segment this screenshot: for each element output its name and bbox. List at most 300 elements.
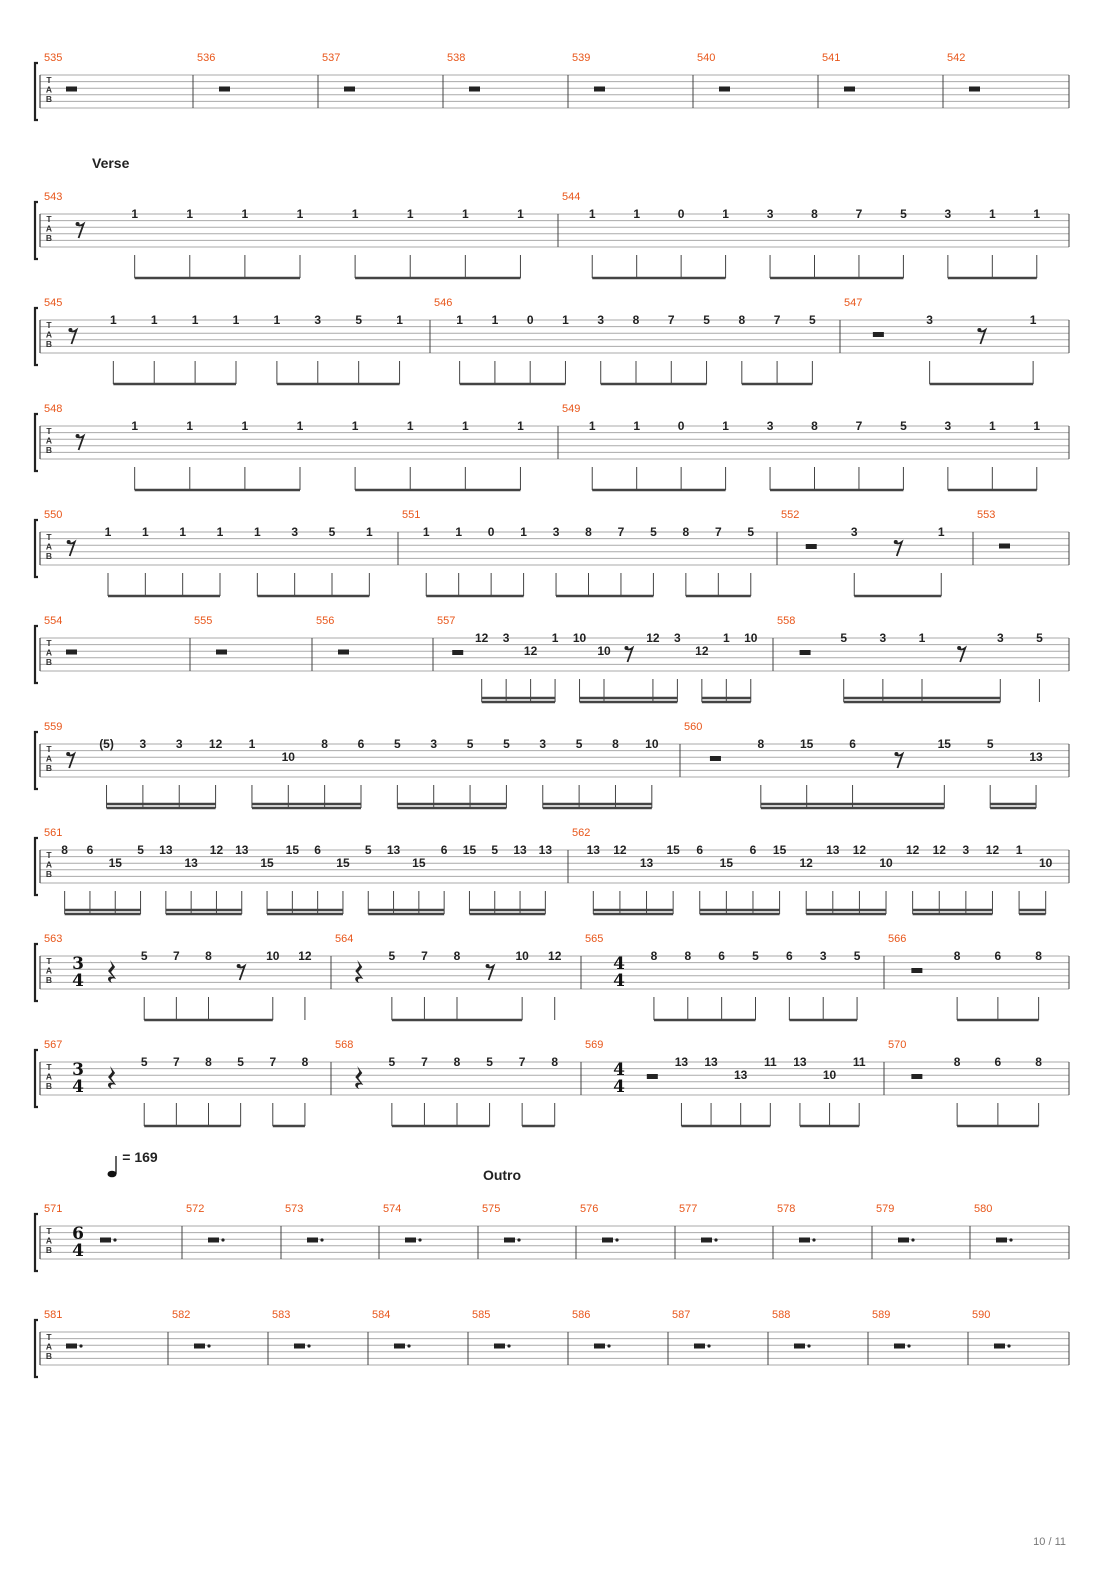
measure-number: 578 [777, 1203, 796, 1215]
rest-mark [895, 754, 902, 768]
fret-number: 15 [666, 843, 680, 857]
measure-number: 536 [197, 52, 216, 64]
measure-number: 564 [335, 933, 354, 945]
fret-number: 1 [296, 207, 304, 221]
system-bracket [35, 202, 38, 259]
fret-number: 1 [455, 525, 463, 539]
fret-number: 1 [273, 313, 281, 327]
fret-number: 10 [822, 1068, 837, 1083]
measure [562, 403, 1040, 490]
fret-number: 6 [86, 843, 94, 857]
fret-number: 8 [811, 207, 818, 221]
rest-dot [76, 434, 80, 438]
dot-mark [320, 1238, 323, 1241]
fret-number: 1 [396, 313, 403, 327]
rest-mark [894, 1344, 905, 1349]
rest-mark [969, 87, 980, 92]
measure [585, 933, 861, 1020]
tab-clef-letter: A [45, 329, 53, 340]
fret-number: 1 [406, 419, 414, 433]
fret-number: 11 [852, 1055, 866, 1069]
fret-number: 5 [394, 737, 401, 751]
fret-number: 3 [926, 313, 933, 327]
rest-mark [594, 87, 605, 92]
rest-mark [602, 1238, 613, 1243]
fret-number: 1 [241, 419, 249, 433]
rest-mark [594, 1344, 605, 1349]
fret-number: 0 [677, 207, 685, 221]
fret-number: 8 [650, 949, 658, 963]
fret-number: 3 [552, 525, 560, 539]
tab-clef-letter: A [45, 1235, 53, 1246]
measure [972, 1309, 1011, 1349]
fret-number: 1 [351, 207, 359, 221]
measure [402, 509, 754, 596]
fret-number: 1 [517, 419, 524, 433]
fret-number: 12 [298, 949, 312, 963]
fret-number: 5 [1036, 631, 1043, 645]
measure [684, 721, 1043, 808]
system-bracket [35, 63, 38, 120]
system-bracket [35, 308, 38, 365]
fret-number: 5 [752, 949, 759, 963]
fret-number: 10 [744, 631, 758, 645]
fret-number: 12 [852, 843, 867, 857]
rest-dot [76, 222, 80, 226]
fret-number: 1 [937, 525, 945, 539]
fret-number: 8 [301, 1055, 309, 1069]
fret-number: 13 [734, 1068, 748, 1083]
rest-dot [237, 964, 241, 968]
fret-number: 8 [682, 525, 690, 539]
fret-number: 3 [944, 419, 952, 433]
measure [472, 1309, 511, 1349]
rest-mark [694, 1344, 705, 1349]
fret-number: 12 [985, 843, 1000, 857]
fret-number: 5 [853, 949, 861, 963]
rest-mark [108, 960, 116, 983]
time-signature-bottom: 4 [72, 1241, 84, 1261]
tab-clef-letter: B [45, 1081, 53, 1091]
measure-number: 546 [434, 297, 453, 309]
tab-clef-letter: A [45, 1071, 53, 1082]
measure-number: 590 [972, 1309, 991, 1321]
measure [697, 52, 730, 92]
measure-number: 572 [186, 1203, 205, 1215]
tab-clef-letter: B [45, 1351, 53, 1361]
fret-number: 8 [1035, 1055, 1042, 1069]
fret-number: 1 [1029, 313, 1037, 327]
fret-number: 13 [674, 1055, 689, 1069]
measure-number: 551 [402, 509, 421, 521]
measure [272, 1309, 311, 1349]
measure [437, 615, 758, 702]
fret-number: 5 [140, 949, 148, 963]
measure [172, 1309, 211, 1349]
rest-mark [355, 1066, 363, 1089]
fret-number: 5 [328, 525, 336, 539]
measure-number: 574 [383, 1203, 402, 1215]
measure [888, 933, 1042, 1020]
fret-number: 13 [826, 843, 840, 857]
fret-number: 1 [253, 525, 261, 539]
section-label: Verse [92, 155, 130, 171]
rest-dot [67, 540, 71, 544]
fret-number: 1 [456, 313, 463, 327]
system-bracket [35, 1050, 38, 1107]
system-bracket [35, 1320, 38, 1377]
tab-clef-letter: T [46, 532, 52, 542]
measure-number: 573 [285, 1203, 304, 1215]
fret-number: 1 [1033, 419, 1041, 433]
measure-number: 567 [44, 1039, 63, 1051]
rest-mark [719, 87, 730, 92]
dot-mark [714, 1238, 717, 1241]
fret-number: 1 [1015, 843, 1023, 857]
rest-dot [957, 646, 961, 650]
measure-number: 554 [44, 615, 63, 627]
measure [482, 1203, 521, 1243]
measure-number: 553 [977, 509, 996, 521]
fret-number: 12 [695, 644, 709, 659]
tempo-marking: = 169 [122, 1149, 158, 1165]
fret-number: 1 [461, 419, 469, 433]
fret-number: 5 [355, 313, 363, 327]
rest-mark [66, 87, 77, 92]
measure [44, 1039, 309, 1126]
fret-number: 5 [703, 313, 710, 327]
tab-clef-letter: T [46, 638, 52, 648]
rest-mark [405, 1238, 416, 1243]
time-signature-top: 4 [613, 1060, 625, 1080]
dot-mark [907, 1344, 910, 1347]
fret-number: 10 [515, 949, 529, 963]
fret-number: 8 [453, 1055, 461, 1069]
measure-number: 582 [172, 1309, 191, 1321]
fret-number: 12 [209, 843, 224, 857]
fret-number: 3 [502, 631, 510, 645]
fret-number: 1 [186, 207, 194, 221]
measure-number: 562 [572, 827, 591, 839]
fret-number: 3 [291, 525, 299, 539]
fret-number: 13 [184, 856, 198, 871]
time-signature-top: 6 [72, 1224, 84, 1244]
tab-system [35, 509, 1069, 596]
fret-number: 5 [986, 737, 994, 751]
measure [186, 1203, 225, 1243]
fret-number: 3 [430, 737, 438, 751]
measure-number: 559 [44, 721, 63, 733]
fret-number: 7 [173, 949, 180, 963]
measure-number: 568 [335, 1039, 354, 1051]
fret-number: 13 [1029, 750, 1043, 765]
fret-number: 6 [357, 737, 365, 751]
rest-mark [77, 436, 84, 450]
fret-number: 7 [269, 1055, 277, 1069]
measure [772, 1309, 811, 1349]
fret-number: 8 [953, 1055, 961, 1069]
rest-mark [978, 330, 985, 344]
fret-number: 1 [722, 419, 729, 433]
measure [872, 1309, 911, 1349]
fret-number: 5 [491, 843, 499, 857]
fret-number: 1 [520, 525, 527, 539]
tab-clef-letter: T [46, 744, 52, 754]
rest-mark [394, 1344, 405, 1349]
fret-number: 7 [667, 313, 675, 327]
measure [781, 509, 945, 596]
measure-number: 547 [844, 297, 863, 309]
fret-number: 6 [314, 843, 321, 857]
fret-number: 3 [314, 313, 322, 327]
tab-clef-letter: T [46, 956, 52, 966]
fret-number: 6 [696, 843, 704, 857]
measure [974, 1203, 1013, 1243]
tab-clef-letter: A [45, 859, 53, 870]
dot-mark [507, 1344, 510, 1347]
rest-mark [504, 1238, 515, 1243]
fret-number: 1 [248, 737, 256, 751]
fret-number: 8 [205, 1055, 212, 1069]
measure [876, 1203, 915, 1243]
measure-number: 563 [44, 933, 63, 945]
measure [44, 933, 312, 1020]
measure-number: 539 [572, 52, 591, 64]
measure [572, 1309, 611, 1349]
measure [777, 1203, 816, 1243]
measure [822, 52, 855, 92]
fret-number: 15 [772, 843, 787, 857]
fret-number: 10 [572, 631, 587, 645]
measure-number: 571 [44, 1203, 63, 1215]
fret-number: 8 [811, 419, 818, 433]
rest-mark [69, 330, 76, 344]
fret-number: 13 [793, 1055, 807, 1069]
time-signature-bottom: 4 [72, 1077, 84, 1097]
system-bracket [35, 732, 38, 789]
fret-number: 5 [237, 1055, 244, 1069]
tab-clef-letter: T [46, 1332, 52, 1342]
rest-mark [238, 966, 245, 980]
fret-number: 1 [722, 631, 730, 645]
fret-number: 1 [406, 207, 414, 221]
dot-mark [79, 1344, 82, 1347]
measure-number: 540 [697, 52, 716, 64]
rest-mark [344, 87, 355, 92]
fret-number: 1 [988, 207, 996, 221]
tab-clef-letter: T [46, 1226, 52, 1236]
measure-number: 570 [888, 1039, 907, 1051]
measure-number: 537 [322, 52, 341, 64]
rest-mark [996, 1238, 1007, 1243]
measure-number: 586 [572, 1309, 591, 1321]
fret-number: 5 [650, 525, 657, 539]
measure-number: 577 [679, 1203, 698, 1215]
fret-number: 3 [996, 631, 1004, 645]
time-signature-top: 4 [613, 954, 625, 974]
system-bracket [35, 838, 38, 895]
fret-number: 13 [538, 843, 553, 857]
fret-number: 15 [108, 856, 122, 871]
tab-clef-letter: A [45, 223, 53, 234]
tab-system [35, 1039, 1069, 1126]
rest-mark [800, 650, 811, 655]
dot-mark [407, 1344, 410, 1347]
tab-clef-letter: A [45, 84, 53, 95]
fret-number: 8 [953, 949, 961, 963]
tab-system [35, 403, 1069, 490]
fret-number: 12 [208, 737, 223, 751]
fret-number: 5 [900, 207, 907, 221]
rest-mark [701, 1238, 712, 1243]
rest-mark [216, 650, 227, 655]
dot-mark [207, 1344, 210, 1347]
tab-clef-letter: T [46, 214, 52, 224]
rest-mark [338, 650, 349, 655]
fret-number: 10 [597, 644, 611, 659]
measure [777, 615, 1043, 702]
fret-number: 1 [422, 525, 430, 539]
tab-clef-letter: B [45, 763, 53, 773]
tab-clef-letter: B [45, 551, 53, 561]
measure [197, 52, 230, 92]
measure-number: 545 [44, 297, 63, 309]
system-bracket [35, 520, 38, 577]
fret-number: 12 [523, 644, 538, 659]
measure [194, 615, 227, 655]
rest-mark [66, 1344, 77, 1349]
dot-mark [1009, 1238, 1012, 1241]
measure-number: 560 [684, 721, 703, 733]
measure-number: 541 [822, 52, 841, 64]
measure-number: 565 [585, 933, 604, 945]
measure-number: 589 [872, 1309, 891, 1321]
dot-mark [307, 1344, 310, 1347]
fret-number: 1 [918, 631, 926, 645]
fret-number: 1 [141, 525, 149, 539]
tab-clef-letter: T [46, 75, 52, 85]
measure [580, 1203, 619, 1243]
tempo-note-icon [108, 1171, 117, 1178]
tab-clef-letter: T [46, 1062, 52, 1072]
rest-mark [355, 960, 363, 983]
tab-clef-letter: A [45, 753, 53, 764]
dot-mark [1007, 1344, 1010, 1347]
measure [285, 1203, 324, 1243]
fret-number: 5 [747, 525, 755, 539]
measure-number: 558 [777, 615, 796, 627]
fret-number: (5) [99, 737, 114, 751]
measure [679, 1203, 718, 1243]
fret-number: 0 [677, 419, 685, 433]
fret-number: 3 [674, 631, 681, 645]
measure [335, 933, 562, 1020]
system-bracket [35, 944, 38, 1001]
fret-number: 12 [475, 631, 489, 645]
fret-number: 1 [491, 313, 499, 327]
measure-number: 557 [437, 615, 456, 627]
measure-number: 583 [272, 1309, 291, 1321]
fret-number: 3 [139, 737, 147, 751]
fret-number: 1 [109, 313, 117, 327]
rest-mark [794, 1344, 805, 1349]
tab-clef-letter: B [45, 445, 53, 455]
fret-number: 12 [646, 631, 660, 645]
dot-mark [607, 1344, 610, 1347]
fret-number: 1 [131, 207, 139, 221]
rest-mark [806, 544, 817, 549]
measure [888, 1039, 1042, 1126]
fret-number: 5 [388, 949, 396, 963]
fret-number: 5 [364, 843, 372, 857]
rest-mark [307, 1238, 318, 1243]
fret-number: 7 [421, 1055, 428, 1069]
rest-mark [68, 542, 75, 556]
measure-number: 549 [562, 403, 581, 415]
rest-mark [100, 1238, 111, 1243]
fret-number: 1 [351, 419, 359, 433]
time-signature-bottom: 4 [613, 1077, 625, 1097]
fret-number: 7 [617, 525, 625, 539]
tab-system [35, 1149, 1069, 1271]
fret-number: 5 [466, 737, 474, 751]
rest-mark [647, 1074, 658, 1079]
measure [316, 615, 349, 655]
fret-number: 3 [766, 207, 774, 221]
measure-number: 542 [947, 52, 966, 64]
tab-clef-letter: T [46, 850, 52, 860]
fret-number: 3 [175, 737, 183, 751]
fret-number: 13 [586, 843, 600, 857]
fret-number: 12 [799, 856, 813, 871]
fret-number: 5 [486, 1055, 493, 1069]
tab-system [35, 52, 1069, 120]
rest-mark [487, 966, 494, 980]
fret-number: 13 [386, 843, 401, 857]
fret-number: 5 [388, 1055, 396, 1069]
fret-number: 6 [786, 949, 793, 963]
fret-number: 13 [513, 843, 527, 857]
measure-number: 561 [44, 827, 63, 839]
fret-number: 3 [944, 207, 952, 221]
fret-number: 13 [639, 856, 654, 871]
rest-mark [469, 87, 480, 92]
section-label: Outro [482, 1167, 522, 1183]
measure-number: 544 [562, 191, 581, 203]
tab-clef-letter: A [45, 435, 53, 446]
fret-number: 8 [61, 843, 68, 857]
fret-number: 1 [1033, 207, 1041, 221]
fret-number: 1 [179, 525, 187, 539]
measure [585, 1039, 866, 1126]
fret-number: 6 [849, 737, 856, 751]
tab-clef-letter: T [46, 426, 52, 436]
measure-number: 566 [888, 933, 907, 945]
measure-number: 587 [672, 1309, 691, 1321]
tab-system [35, 297, 1069, 384]
fret-number: 8 [757, 737, 765, 751]
fret-number: 1 [191, 313, 199, 327]
rest-mark [873, 332, 884, 337]
time-signature-top: 3 [72, 1060, 84, 1080]
fret-number: 10 [879, 856, 893, 871]
rest-mark [77, 224, 84, 238]
fret-number: 1 [988, 419, 996, 433]
fret-number: 8 [1035, 949, 1042, 963]
measure [44, 191, 524, 278]
measure [572, 52, 605, 92]
fret-number: 13 [159, 843, 173, 857]
